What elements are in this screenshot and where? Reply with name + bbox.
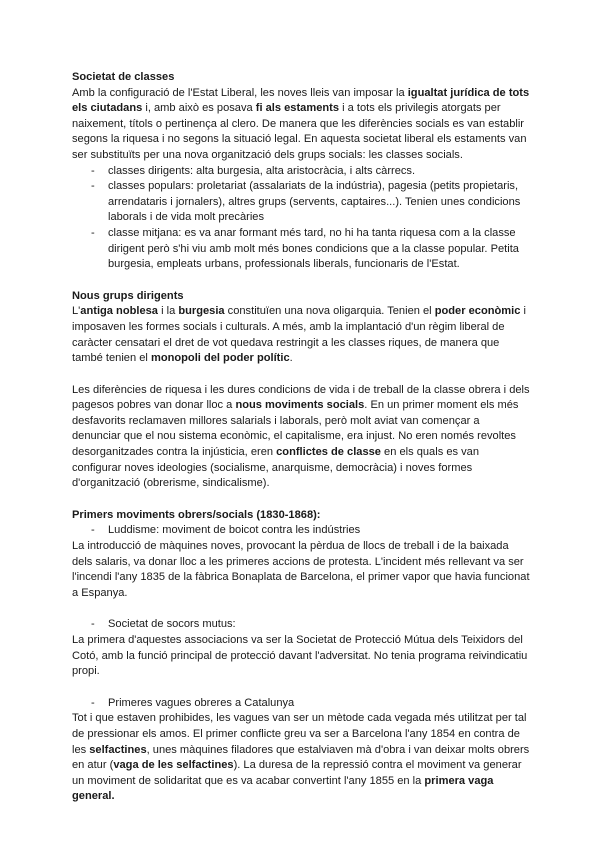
section-title-nous-grups-dirigents: Nous grups dirigents bbox=[72, 289, 184, 302]
list-item: - classe mitjana: es va anar formant més tard, no hi ha tanta riquesa com a la classe dirigent però s'hi viu amb molt més bones condicions que a la classe popular. Petita burgesia, empleats urbans, professionals liberals, funcionaris de l'Estat. bbox=[108, 226, 530, 273]
bold-run: burgesia bbox=[178, 305, 225, 318]
paragraph-oligarquia bbox=[72, 304, 530, 366]
strikes-list bbox=[72, 696, 530, 712]
paragraph-intro bbox=[72, 86, 530, 164]
list-item: - Primeres vagues obreres a Catalunya bbox=[108, 696, 530, 712]
text-run: i la bbox=[157, 305, 179, 318]
section-title-primers-moviments: Primers moviments obrers/socials (1830-1868): bbox=[72, 508, 321, 521]
text-run: . bbox=[289, 352, 293, 365]
text-run: en els quals es van configurar noves ideologies (socialisme, anarquisme, democràcia) i noves formes d'organització (obrerisme, sindicalisme). bbox=[72, 446, 480, 490]
list-item: - Luddisme: moviment de boicot contra les indústries bbox=[108, 523, 530, 539]
list-item: - Societat de socors mutus: bbox=[108, 617, 530, 633]
spacer bbox=[72, 273, 530, 289]
bold-run: selfactines bbox=[89, 743, 147, 756]
text-run: ). La duresa de la repressió contra el moviment va generar un moviment de solidaritat que es va acabar convertint l'any 1855 en la bbox=[72, 759, 522, 787]
spacer bbox=[72, 492, 530, 508]
bold-run: poder econòmic bbox=[434, 305, 521, 318]
mutual-list bbox=[72, 617, 530, 633]
bold-run: conflictes de classe bbox=[276, 446, 381, 459]
text-run: Tot i que estaven prohibides, les vagues van ser un mètode cada vegada més utilitzat per tal de pressionar els amos. El primer conflicte greu va ser a Barcelona l'any 1854 en contra de les bbox=[72, 712, 527, 756]
class-list bbox=[72, 164, 530, 273]
text-run: Les diferències de riquesa i les dures condicions de vida i de treball de la classe obrera i dels pagesos pobres van donar lloc a bbox=[72, 383, 530, 412]
paragraph-moviments-socials bbox=[72, 383, 530, 492]
text-run: . En un primer moment els més desfavorits reclamaven millores salarials i laborals, però molt aviat van començar a denunciar que el nou sistema econòmic, el capitalisme, era injust. No eren només revoltes desorganitzades contra la injústicia, eren bbox=[72, 399, 519, 459]
paragraph-luddisme: La introducció de màquines noves, provocant la pèrdua de llocs de treball i de la baixada dels salaris, va donar lloc a les primeres accions de protesta. L'incident més rellevant va ser l'incendi l'any 1835 de la fàbrica Bonaplata de Barcelona, el primer vapor que havia funcionat a Espanya. bbox=[72, 540, 530, 599]
bold-run: nous moviments socials bbox=[235, 399, 365, 412]
bold-run: primera vaga general. bbox=[72, 774, 494, 803]
list-item: - classes dirigents: alta burgesia, alta aristocràcia, i alts càrrecs. bbox=[108, 164, 530, 180]
text-run: i a tots els privilegis atorgats per naixement, títols o pertinença al clero. De manera que les diferències socials es van establir segons la riquesa i no segons la situació legal. En aquesta societat liberal els estaments van ser substituïts per una nova organització dels grups socials: les classes socials. bbox=[72, 102, 527, 161]
bold-run: monopoli del poder polític bbox=[150, 352, 290, 365]
luddism-list bbox=[72, 523, 530, 539]
text-run: i, amb això es posava bbox=[142, 102, 256, 115]
list-item: - classes populars: proletariat (assalariats de la indústria), pagesia (petits propietaris, arrendataris i jornalers), altres grups (servents, captaires...). Tenien unes condicions laborals i de vida molt precàries bbox=[108, 179, 530, 226]
spacer bbox=[72, 680, 530, 696]
text-run: Amb la configuració de l'Estat Liberal, les noves lleis van imposar la bbox=[72, 86, 408, 99]
spacer bbox=[72, 367, 530, 383]
text-run: i imposaven les formes socials i culturals. A més, amb la implantació d'un règim liberal de caràcter censatari el dret de vot quedava restringit a les classes riques, de manera que també tenien el bbox=[72, 305, 526, 365]
bold-run: igualtat jurídica de tots els ciutadans bbox=[72, 86, 530, 115]
spacer bbox=[72, 601, 530, 617]
paragraph-socors-mutus: La primera d'aquestes associacions va ser la Societat de Protecció Mútua dels Teixidors del Cotó, amb la funció principal de protecció davant l'adversitat. No tenia programa reivindicatiu propi. bbox=[72, 634, 528, 678]
text-run: , unes màquines filadores que estalviaven mà d'obra i van deixar molts obrers en atur ( bbox=[72, 743, 530, 772]
section-title-societat-de-classes: Societat de classes bbox=[72, 71, 175, 83]
paragraph-vagues bbox=[72, 711, 530, 805]
bold-run: antiga noblesa bbox=[80, 305, 158, 318]
bold-run: fi als estaments bbox=[255, 102, 340, 115]
text-run: constituïen una nova oligarquia. Tenien el bbox=[224, 305, 435, 318]
bold-run: vaga de les selfactines bbox=[113, 759, 234, 772]
text-run: L' bbox=[72, 305, 81, 318]
